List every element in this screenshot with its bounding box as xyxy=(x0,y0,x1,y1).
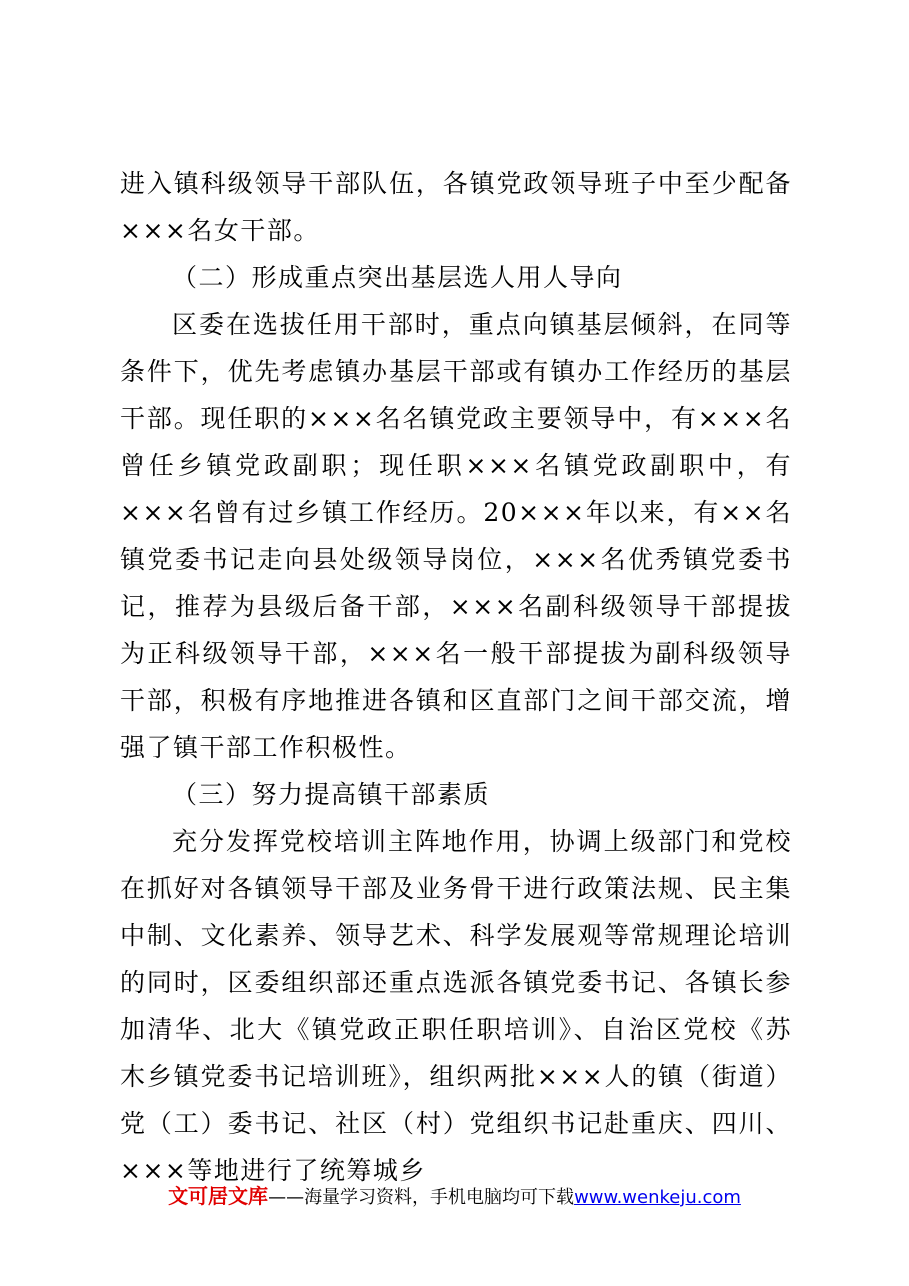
section-heading-3: （三）努力提高镇干部素质 xyxy=(172,780,491,809)
page-footer xyxy=(0,1180,909,1209)
footer-brand: 文可居文库 xyxy=(168,1184,269,1208)
paragraph-section-3: 充分发挥党校培训主阵地作用，协调上级部门和党校在抓好对各镇领导干部及业务骨干进行政策法规、民主集中制、文化素养、领导艺术、科学发展观等常规理论培训的同时，区委组织部还重点选派各镇党委书记、各镇长参加清华、北大《镇党政正职任职培训》、自治区党校《苏木乡镇党委书记培训班》，组织两批×××人的镇（街道）党（工）委书记、社区（村）党组织书记赴重庆、四川、×××等地进行了统筹城乡 xyxy=(120,827,792,1185)
section-heading-2: （二）形成重点突出基层选人用人导向 xyxy=(172,263,623,292)
footer-url-link[interactable]: www.wenkeju.com xyxy=(574,1187,741,1208)
footer-tagline: ——海量学习资料，手机电脑均可下载 xyxy=(268,1187,575,1208)
paragraph-section-2: 区委在选拔任用干部时，重点向镇基层倾斜，在同等条件下，优先考虑镇办基层干部或有镇办工作经历的基层干部。现任职的×××名名镇党政主要领导中，有×××名曾任乡镇党政副职；现任职×××名镇党政副职中，有×××名曾有过乡镇工作经历。20×××年以来，有××名镇党委书记走向县处级领导岗位，×××名优秀镇党委书记，推荐为县级后备干部，×××名副科级领导干部提拔为正科级领导干部，×××名一般干部提拔为副科级领导干部，积极有序地推进各镇和区直部门之间干部交流，增强了镇干部工作积极性。 xyxy=(120,310,792,762)
paragraph-intro: 进入镇科级领导干部队伍，各镇党政领导班子中至少配备×××名女干部。 xyxy=(120,169,792,245)
document-body xyxy=(120,160,792,1194)
